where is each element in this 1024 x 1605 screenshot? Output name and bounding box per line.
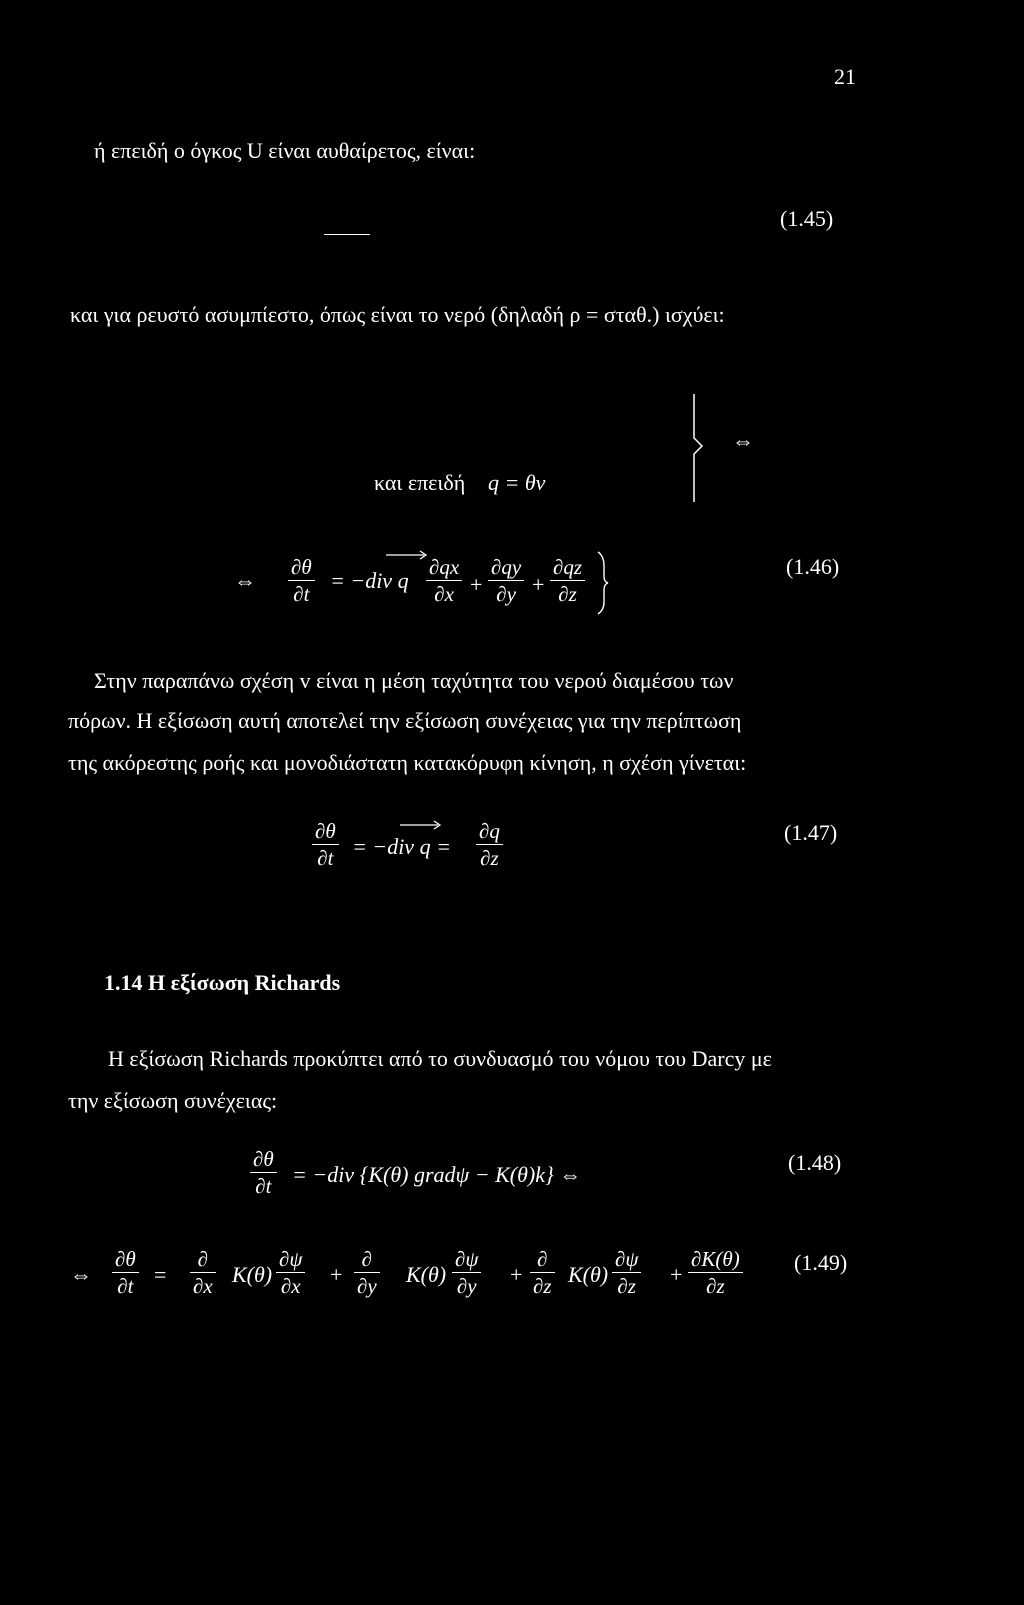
fraction-denominator: ∂x [193,1274,213,1298]
fraction-dqz-dz [550,554,585,607]
equation-label-1-45: (1.45) [780,206,834,231]
fraction-numerator: ∂qx [426,554,462,581]
fraction-denominator: ∂y [357,1274,377,1298]
fraction-numerator: ∂ [530,1246,555,1273]
vector-arrow [386,550,430,560]
paragraph-text: της ακόρεστης ροής και μονοδιάστατη κατακόρυφη κίνηση, η σχέση γίνεται: [68,750,747,775]
fraction-numerator: ∂K(θ) [688,1246,743,1273]
plus-sign: + [510,1262,523,1287]
fraction-numerator: ∂θ [288,554,315,581]
plus-sign: + [670,1262,683,1287]
fraction-denominator: ∂t [255,1174,272,1198]
richards-div-expression: = −div {K(θ) gradψ − K(θ)k} ⇔ [292,1162,582,1187]
fraction-numerator: ∂q [476,818,503,845]
conductivity-term: K(θ) [568,1262,609,1287]
fraction-dqy-dy [488,554,524,607]
equation-label-1-46: (1.46) [786,554,840,579]
since-text: και επειδή [374,470,466,495]
paragraph-text: την εξίσωση συνέχειας: [68,1088,278,1113]
div-q-expression: = −div q = [352,834,451,859]
fraction-denominator: ∂x [280,1274,301,1298]
paragraph-text: Στην παραπάνω σχέση v είναι η μέση ταχύτητα του νερού διαμέσου των [94,668,734,693]
fraction-dtheta-dt [288,554,315,607]
brace-glyph [596,552,610,614]
fraction-dpsi-dz [612,1246,641,1299]
fraction-denominator: ∂z [558,582,577,606]
fraction-denominator: ∂z [480,846,499,870]
fraction-denominator: ∂t [317,846,334,870]
conductivity-term: K(θ) [232,1262,273,1287]
fraction-numerator: ∂qy [488,554,524,581]
fraction-numerator: ∂qz [550,554,585,581]
fraction-numerator: ∂ψ [276,1246,305,1273]
fraction-denominator: ∂y [496,582,516,606]
equation-label-1-49: (1.49) [794,1250,848,1275]
fraction-denominator: ∂z [533,1274,552,1298]
section-heading: 1.14 Η εξίσωση Richards [104,970,341,995]
equivalence-symbol: ⇔ [732,428,754,453]
fraction-denominator: ∂t [293,582,310,606]
plus-sign: + [470,572,483,597]
paragraph-text: πόρων. Η εξίσωση αυτή αποτελεί την εξίσωση συνέχειας για την περίπτωση [68,708,742,733]
equation-label-1-48: (1.48) [788,1150,842,1175]
vector-arrow [400,820,444,830]
fraction-denominator: ∂z [706,1274,725,1298]
fraction-dtheta-dt [112,1246,139,1299]
brace-glyph [690,394,720,504]
paragraph-text: ή επειδή ο όγκος U είναι αυθαίρετος, είναι: [94,138,476,163]
fraction-numerator: ∂ [190,1246,216,1273]
paragraph-text: Η εξίσωση Richards προκύπτει από το συνδυασμό του νόμου του Darcy με [108,1046,772,1071]
fraction-d-dy [354,1246,380,1299]
fraction-denominator: ∂t [117,1274,134,1298]
equivalence-symbol: ⇔ [234,568,256,593]
fraction-dtheta-dt [250,1146,277,1199]
fraction-denominator: ∂x [434,582,454,606]
conductivity-term: K(θ) [406,1262,447,1287]
fraction-dK-dz [688,1246,743,1299]
fraction-denominator: ∂z [617,1274,636,1298]
fraction-numerator: ∂θ [312,818,339,845]
fraction-denominator: ∂y [456,1274,477,1298]
equation-rule [324,234,370,235]
div-q-expression: = −div q [330,568,409,593]
plus-sign: + [330,1262,343,1287]
equation-label-1-47: (1.47) [784,820,838,845]
page-number: 21 [834,64,856,89]
paragraph-text: και για ρευστό ασυμπίεστο, όπως είναι το νερό (δηλαδή ρ = σταθ.) ισχύει: [70,302,725,327]
fraction-dq-dz [476,818,503,871]
fraction-dtheta-dt [312,818,339,871]
fraction-dpsi-dy [452,1246,481,1299]
fraction-numerator: ∂ψ [612,1246,641,1273]
equals-sign: = [154,1262,167,1287]
fraction-numerator: ∂ [354,1246,380,1273]
plus-sign: + [532,572,545,597]
fraction-numerator: ∂ψ [452,1246,481,1273]
fraction-d-dx [190,1246,216,1299]
fraction-numerator: ∂θ [112,1246,139,1273]
fraction-dqx-dx [426,554,462,607]
equivalence-symbol: ⇔ [70,1262,92,1287]
fraction-numerator: ∂θ [250,1146,277,1173]
since-expression: q = θv [488,470,546,495]
fraction-dpsi-dx [276,1246,305,1299]
fraction-d-dz [530,1246,555,1299]
